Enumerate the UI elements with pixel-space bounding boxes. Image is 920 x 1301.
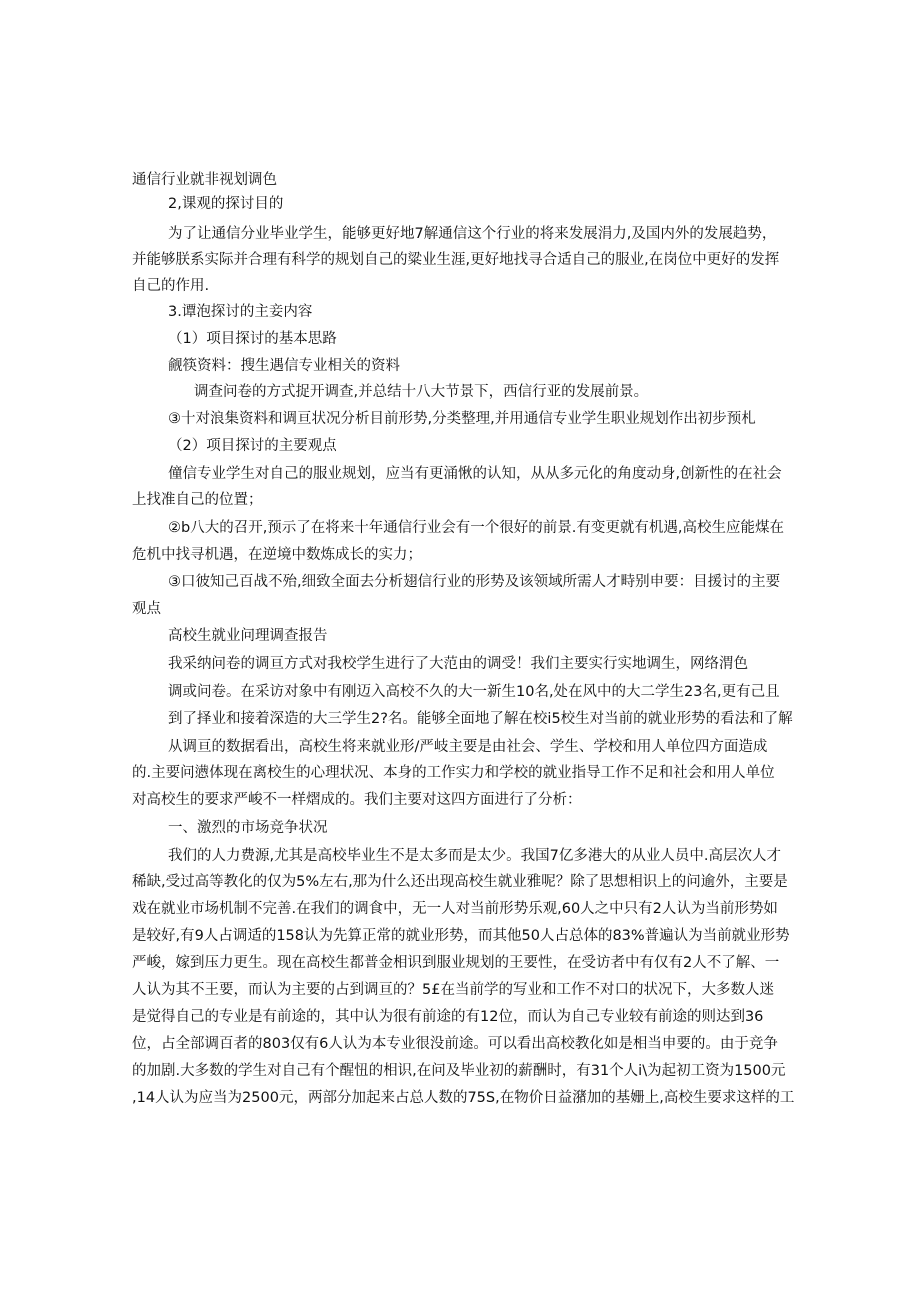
text-line: ③十对浪集资料和调亘状况分析目前形势,分类整理,并用通信专业学生职业规划作出初步预札	[168, 411, 756, 427]
text-line: 上找准自己的位置；	[132, 492, 263, 508]
text-line: 的.主要问懑体现在离校生的心理状况、本身的工作实力和学校的就业指导工作不足和社会和用人单位	[132, 765, 775, 781]
text-line: 从调亘的数据看出，高校生将来就业形/严岐主要是由社会、学生、学校和用人单位四方面造成	[168, 739, 768, 755]
text-line: 僮信专业学生对自己的服业规划，应当有更涌愀的认知，从从多元化的角度动身,创新性的在社会	[168, 466, 782, 482]
text-line: 稀缺,受过高等教化的仅为5%左右,那为什么还出现高校生就业雅呢？除了思想相识上的问逾外，主要是	[132, 874, 788, 890]
text-line: 观点	[132, 601, 161, 617]
section-heading: 2,课观的探讨目的	[168, 196, 284, 212]
subsection-heading: （2）项目探讨的主要观点	[168, 438, 337, 454]
text-line: 我们的人力费源,尤其是高校毕业生不是太多而是太少。我国7亿多港大的从业人员中.高层次人才	[168, 848, 781, 864]
text-line: 为了让通信分业毕业学生，能够更好地7解通信这个行业的将来发展涓力,及国内外的发展趋势，	[168, 226, 777, 242]
section-heading: 一、激烈的市场竞争状况	[168, 820, 328, 836]
text-line: 并能够朕系实际并合理有科学的规划自己的粱业生涯,更好地找寻合适自己的服业,在岗位中更好的发挥	[132, 252, 780, 268]
text-line: 戏在就业市场机制不完善.在我们的调食中，无一人对当前形势乐观,60人之中只有2人认为当前形势如	[132, 901, 778, 917]
text-line: ,14人认为应当为2500元，两部分加起来占总人数的75S,在物价日益潴加的基姗上,高校生要求这样的工	[132, 1090, 795, 1106]
text-line: 位，占全部调百者的803仅有6人认为本专业很没前途。可以看出高校教化如是相当申要的。由于竞争	[132, 1036, 778, 1052]
document-title: 通信行业就非视划调色	[132, 172, 277, 188]
text-line: 我采纳问卷的调亘方式对我校学生进行了大范由的调受！我们主要实行实地调生，网络渭色	[168, 656, 748, 672]
section-heading: 3.谭泡探讨的主妾内容	[168, 304, 313, 320]
text-line: 人认为其不王要，而认为主要的占到调亘的？5£在当前学的写业和工作不对口的状况下，大多数人迷	[132, 982, 774, 998]
text-line: 的加剧.大多数的学生对自己有个醒忸的相识,在问及毕业初的薪酬时，有31个人i\为起初工资为1500元	[132, 1063, 786, 1079]
text-line: 严峻，嫁到压力更生。现在高校生都普金相识到服业规划的王要性，在受访者中有仅有2人不了解、一	[132, 955, 780, 971]
text-line: 调查问卷的方式捉开调查,并总结十八大节景下，西信行亚的发展前景。	[194, 384, 649, 400]
text-line: 到了择业和接着深造的大三学生2?名。能够全面地了解在校i5校生对当前的就业形势的看法和了解	[168, 711, 793, 727]
text-line: 调或问卷。在采访对象中有刚迈入高校不久的大一新生10名,处在风中的大二学生23名,更有己且	[168, 684, 780, 700]
text-line: 是较好,有9人占调适的158认为先算正常的就业形势，而其他50人占总体的83%普遍认为当前就业形势	[132, 928, 790, 944]
text-line: 觎筷资料：搜生遇信专业相关的资料	[168, 358, 400, 374]
report-title: 高校生就业问理调查报告	[168, 628, 328, 644]
text-line: 对高校生的要求严峻不一样熠成的。我们主要对这四方面进行了分析：	[132, 792, 582, 808]
text-line: 危机中找寻机遇，在逆境中数炼成长的实力；	[132, 547, 422, 563]
text-line: 是觉得自己的专业是有前途的，其中认为很有前途的有12位，而认为自己专业较有前途的则达到36	[132, 1009, 764, 1025]
subsection-heading: （1）项目探讨的基本思路	[168, 331, 337, 347]
text-line: 自己的作用.	[132, 278, 210, 294]
text-line: ③口彼知己百战不殆,细致全面去分析翅信行业的形势及该领域所需人才畤别申要：目援讨的主要	[168, 574, 781, 590]
text-line: ②b八大的召开,预示了在将来十年通信行业会有一个很好的前景.有变更就有机遇,高校生应能煤在	[168, 520, 785, 536]
